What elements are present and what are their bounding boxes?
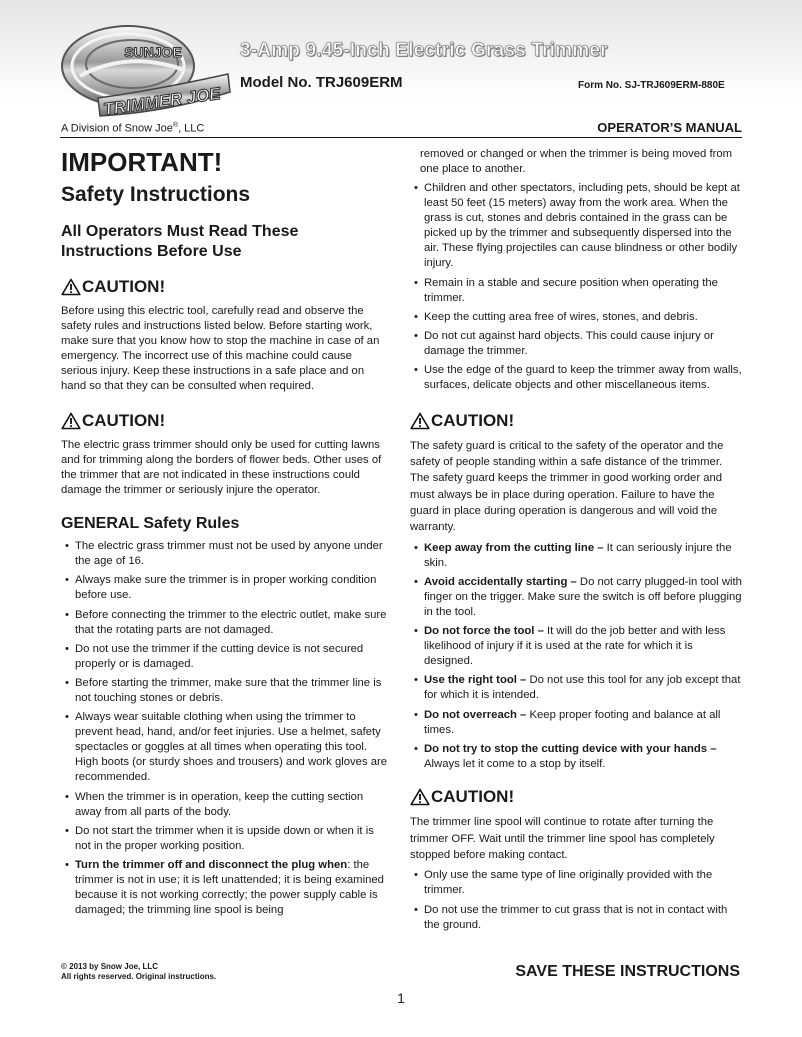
list-item: • Use the edge of the guard to keep the trimmer away from walls, surfaces, delicate objects and other miscellaneous items. — [410, 363, 742, 393]
list-item-text: Do not carry plugged-in tool with finger on the trigger. Make sure the switch is off before plugging in the tool. — [424, 575, 742, 618]
list-item — [410, 708, 742, 738]
list-item: • Before connecting the trimmer to the electric outlet, make sure that the rotating parts are not damaged. — [61, 608, 391, 638]
caution-label: CAUTION! — [82, 277, 166, 296]
list-item-text: Always let it come to a stop by itself. — [424, 758, 606, 771]
general-rules-list — [61, 539, 391, 918]
tool-rules-list — [410, 541, 742, 772]
warning-triangle-icon — [61, 278, 81, 296]
caution-heading-4 — [410, 786, 742, 808]
caution-4-text: The trimmer line spool will continue to rotate after turning the trimmer OFF. Wait until the trimmer line spool has completely stopped before making contact. — [410, 816, 715, 861]
general-safety-rules-heading: GENERAL Safety Rules — [61, 515, 240, 532]
list-item — [61, 858, 391, 918]
list-item: • When the trimmer is in operation, keep the cutting section away from all parts of the body. — [61, 790, 391, 820]
list-item-bold: Use the right tool – — [424, 674, 527, 687]
right-column — [410, 147, 742, 937]
left-column — [61, 145, 391, 923]
list-item-bold: Turn the trimmer off and disconnect the plug when — [75, 859, 348, 872]
general-rules-list-continued — [410, 147, 742, 393]
caution-label: CAUTION! — [431, 410, 515, 430]
caution-1-text: Before using this electric tool, carefully read and observe the safety rules and instructions listed below. Before starting work, make sure that you know how to stop the machine in case of an emergency. The incorrect use of this machine could cause serious injury. Keep these instructions in a safe place and on hand so that they can be consulted when required. — [61, 305, 380, 392]
caution-heading-3 — [410, 410, 742, 432]
caution-3-text: The safety guard is critical to the safety of the operator and the safety of people standing within a safe distance of the trimmer. The safety guard keeps the trimmer in good working order and must always be in place during operation. Failure to have the guard in place during operation is dangerous and will void the warranty. — [410, 439, 724, 534]
warning-triangle-icon — [410, 412, 430, 430]
warning-triangle-icon — [61, 412, 81, 430]
list-item-bold: Do not overreach – — [424, 708, 527, 721]
list-item: • Before starting the trimmer, make sure that the trimmer line is not touching stones or debris. — [61, 676, 391, 706]
list-item — [410, 742, 742, 772]
list-item — [410, 673, 742, 703]
list-item: • The electric grass trimmer must not be used by anyone under the age of 16. — [61, 539, 391, 569]
model-number: Model No. TRJ609ERM — [240, 74, 403, 91]
list-item-bold: Do not try to stop the cutting device with your hands – — [424, 743, 717, 756]
caution-heading-1 — [61, 276, 391, 298]
form-number: Form No. SJ-TRJ609ERM-880E — [578, 80, 725, 91]
list-item-bold: Keep away from the cutting line – — [424, 541, 604, 554]
list-item: • Do not start the trimmer when it is upside down or when it is not in the proper working position. — [61, 824, 391, 854]
all-operators-heading: All Operators Must Read These Instructions Before Use — [61, 223, 299, 260]
list-item — [410, 541, 742, 571]
list-item — [410, 624, 742, 669]
list-item: • Do not use the trimmer if the cutting device is not secured properly or is damaged. — [61, 642, 391, 672]
list-item: • Remain in a stable and secure position when operating the trimmer. — [410, 276, 742, 306]
list-item-continuation: removed or changed or when the trimmer is being moved from one place to another. — [420, 148, 733, 175]
trimmer-joe-logo — [58, 20, 234, 130]
copyright-line-1: © 2013 by Snow Joe, LLC — [61, 962, 159, 971]
caution-label: CAUTION! — [82, 411, 166, 430]
list-item-bold: Do not force the tool – — [424, 625, 544, 638]
caution-heading-2 — [61, 410, 391, 432]
copyright-line-2: All rights reserved. Original instructions. — [61, 971, 217, 981]
list-item: • Children and other spectators, including pets, should be kept at least 50 feet (15 meters) away from the work area. When the grass is cut, stones and debris contained in the grass can be picked up by the trimmer and subsequently dispersed into the air. These flying projectiles can cause blindness or other bodily injury. — [410, 181, 742, 271]
list-item-text: Do not use this tool for any job except that for which it is intended. — [424, 674, 741, 702]
list-item: • Do not cut against hard objects. This could cause injury or damage the trimmer. — [410, 329, 742, 359]
copyright-notice — [61, 962, 216, 981]
list-item-text: It can seriously injure the skin. — [424, 541, 732, 569]
division-line — [61, 122, 204, 135]
registered-mark: ® — [172, 122, 179, 129]
division-suffix: , LLC — [178, 122, 205, 135]
important-heading: IMPORTANT! — [61, 147, 223, 177]
logo-text-bottom: TRIMMER JOE — [102, 83, 222, 120]
division-text: A Division of Snow Joe — [61, 122, 173, 135]
line-rules-list — [410, 868, 742, 932]
caution-label: CAUTION! — [431, 787, 515, 807]
caution-2-text: The electric grass trimmer should only be used for cutting lawns and for trimming along the borders of flower beds. Other uses of the trimmer that are not indicated in these instructions could damage the trimmer or seriously injure the operator. — [61, 439, 382, 496]
list-item-text: : the trimmer is not in use; it is left unattended; it is being examined because it is not working correctly; the power supply cable is damaged; the trimming line spool is being — [75, 859, 384, 917]
product-title: 3-Amp 9.45-Inch Electric Grass Trimmer — [240, 40, 608, 61]
list-item-bold: Avoid accidentally starting – — [424, 575, 577, 588]
list-item: • Always wear suitable clothing when using the trimmer to prevent head, hand, and/or feet injuries. Use a helmet, safety spectacles or goggles at all times when operating this tool. High boots (or sturdy shoes and trousers) and work gloves are recommended. — [61, 710, 391, 785]
header-divider — [60, 137, 742, 138]
list-item: • Keep the cutting area free of wires, stones, and debris. — [410, 310, 742, 325]
page-number: 1 — [397, 990, 405, 1006]
safety-instructions-heading: Safety Instructions — [61, 183, 251, 206]
warning-triangle-icon — [410, 788, 430, 806]
list-item-text: Keep proper footing and balance at all times. — [424, 708, 721, 736]
operators-manual-label: OPERATOR’S MANUAL — [597, 120, 742, 135]
save-instructions: SAVE THESE INSTRUCTIONS — [515, 963, 740, 980]
list-item: • Do not use the trimmer to cut grass that is not in contact with the ground. — [410, 903, 742, 933]
logo-text-top: SUNJOE — [124, 44, 182, 60]
list-item-text: It will do the job better and with less likelihood of injury if it is used at the rate for which it is designed. — [424, 625, 726, 668]
list-item — [410, 575, 742, 620]
list-item: • Only use the same type of line originally provided with the trimmer. — [410, 868, 742, 898]
list-item: • Always make sure the trimmer is in proper working condition before use. — [61, 573, 391, 603]
